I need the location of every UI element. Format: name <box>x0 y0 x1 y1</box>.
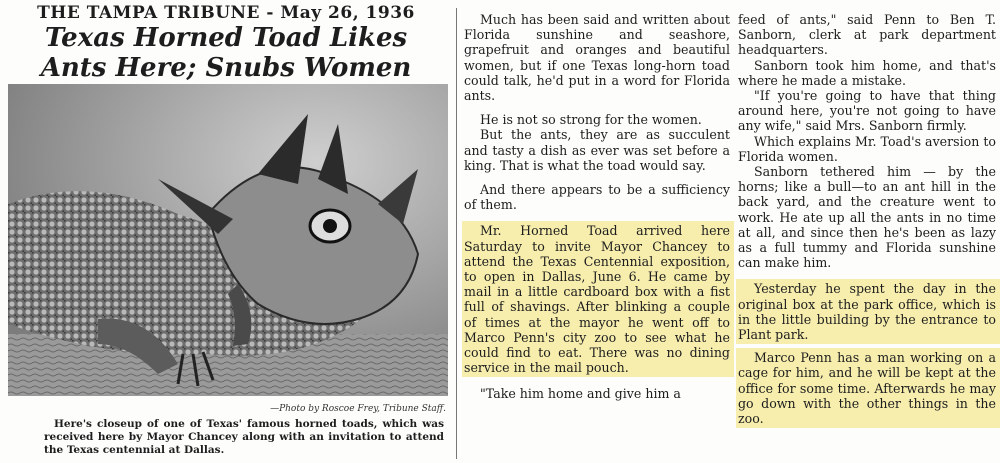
photo-caption: Here's closeup of one of Texas' famous horned toads, which was received here by Mayor Chancey along with an invitation to attend the Texas centennial at Dallas. <box>44 418 444 456</box>
highlighted-paragraph: Mr. Horned Toad arrived here Saturday to invite Mayor Chancey to attend the Texas Centennial exposition, to open in Dallas, June 6. He came by mail in a little cardboard box with a fist full of shavings. After blinking a couple of times at the mayor he went off to Marco Penn's city zoo to see what he could find to eat. There was no dining service in the mail pouch. <box>462 221 734 377</box>
article-paragraph: Sanborn took him home, and that's where he made a mistake. <box>738 57 996 88</box>
right-article-column <box>736 0 1000 428</box>
article-paragraph: And there appears to be a sufficiency of them. <box>464 182 730 213</box>
article-paragraph: He is not so strong for the women. <box>480 112 702 128</box>
article-paragraph: Sanborn tethered him — by the horns; like a bull—to an ant hill in the back yard, and the creature went to work. He ate up all the ants in no time at all, and since then he's been as lazy as a full tummy and Florida sunshine can make him. <box>738 164 996 271</box>
photo-credit: —Photo by Roscoe Frey, Tribune Staff. <box>270 404 446 414</box>
dateline: THE TAMPA TRIBUNE - May 26, 1936 <box>37 3 415 23</box>
headline-line-2: Ants Here; Snubs Women <box>40 53 412 83</box>
article-paragraph: "Take him home and give him a <box>480 386 681 402</box>
middle-article-column <box>462 0 734 402</box>
highlighted-paragraph: Marco Penn has a man working on a cage for him, and he will be kept at the office for some time. Afterwards he may go down with the other things in the zoo. <box>736 348 1000 428</box>
highlighted-paragraph: Yesterday he spent the day in the original box at the park office, which is in the little building by the entrance to Plant park. <box>736 279 1000 344</box>
article-paragraph: Much has been said and written about Florida sunshine and seashore, grapefruit and oranges and beautiful women, but if one Texas long-horn toad could talk, he'd put in a word for Florida ants. <box>464 12 730 104</box>
article-paragraph: But the ants, they are as succulent and tasty a dish as ever was set before a king. That is what the toad would say. <box>464 127 730 173</box>
article-paragraph: "If you're going to have that thing around here, you're not going to have any wife," said Mrs. Sanborn firmly. <box>738 88 996 134</box>
horned-toad-photo <box>8 84 448 396</box>
horned-toad-illustration <box>8 84 448 396</box>
article-paragraph: Which explains Mr. Toad's aversion to Florida women. <box>738 133 996 164</box>
left-column <box>0 0 452 456</box>
headline-line-1: Texas Horned Toad Likes <box>44 23 408 53</box>
column-divider <box>456 8 457 459</box>
article-paragraph-continued: feed of ants," said Penn to Ben T. Sanborn, clerk at park department headquarters. <box>738 12 996 58</box>
